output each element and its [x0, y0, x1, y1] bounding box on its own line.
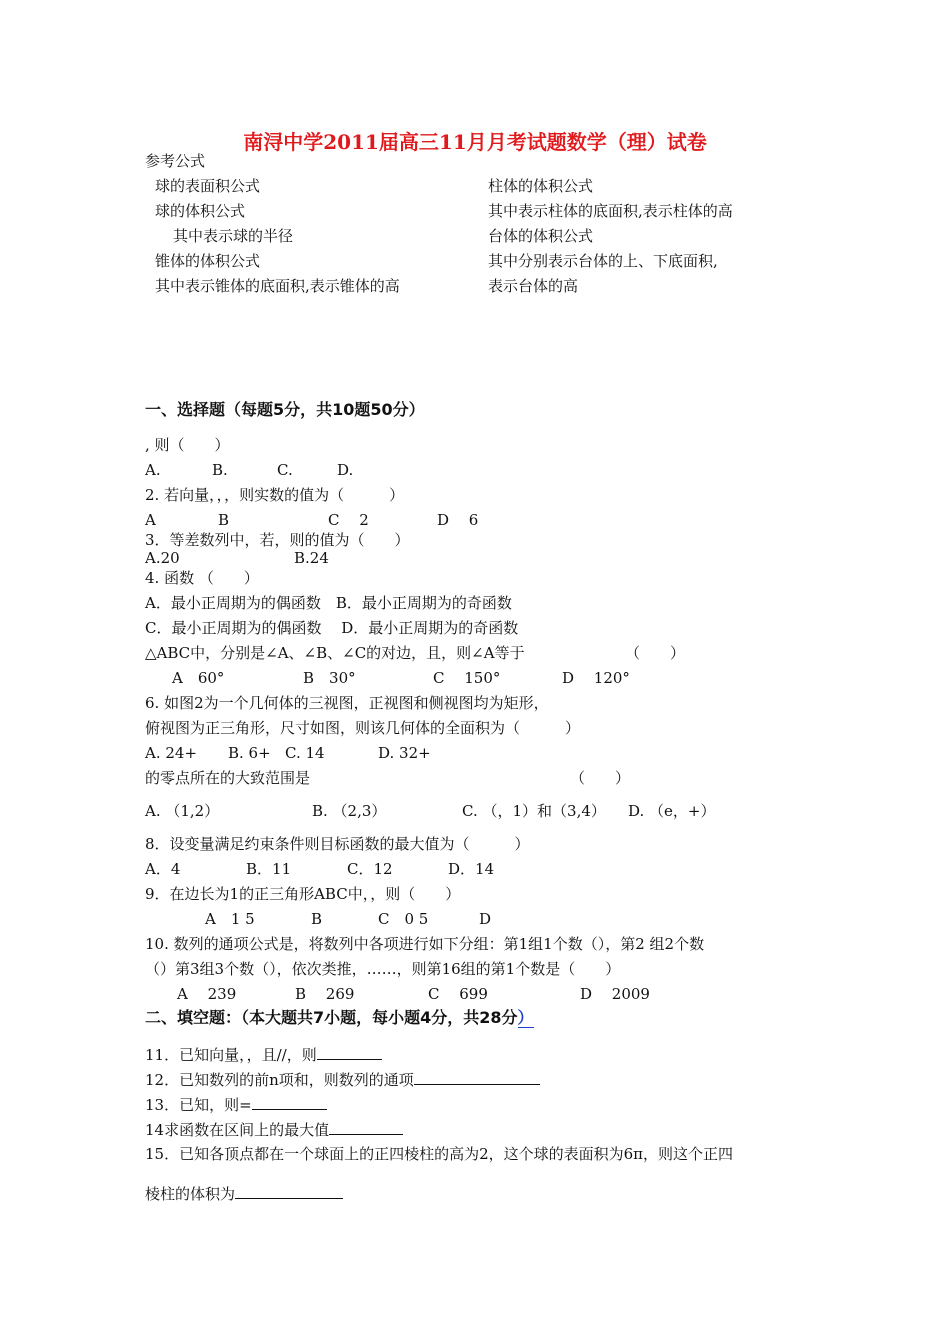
q9-option-a: A 1 5 [205, 910, 255, 928]
q15-line1: 15．已知各顶点都在一个球面上的正四棱柱的高为2，这个球的表面积为6π，则这个正四 [145, 1145, 734, 1163]
q15-label: 棱柱的体积为 [145, 1185, 236, 1203]
formula-left-5: 其中表示锥体的底面积,表示锥体的高 [155, 277, 400, 295]
q9-text: 9．在边长为1的正三角形ABC中，，则（ ） [145, 885, 461, 903]
formula-right-1: 柱体的体积公式 [488, 177, 594, 195]
q12-answer-blank[interactable] [414, 1070, 540, 1085]
q1-option-a: A. [145, 461, 161, 479]
q6-line1: 6. 如图2为一个几何体的三视图，正视图和侧视图均为矩形， [145, 694, 549, 712]
q4-options-ab: A．最小正周期为的偶函数 B．最小正周期为的奇函数 [145, 594, 512, 612]
section2-heading [145, 1009, 534, 1027]
q10-line2: （）第3组3个数（），依次类推，……，则第16组的第1个数是（ ） [145, 960, 621, 978]
q3-option-b: B.24 [294, 549, 329, 567]
q15-answer-blank[interactable] [235, 1184, 343, 1199]
q6-option-a: A. 24+ [145, 744, 198, 762]
q9-option-d: D [479, 910, 492, 928]
q8-option-d: D．14 [448, 860, 495, 878]
q1-text: , 则（ ） [145, 436, 230, 454]
q6-option-b: B. 6+ [228, 744, 271, 762]
q7-option-d: D. （e，+） [628, 802, 716, 820]
q8-option-c: C．12 [347, 860, 393, 878]
q7-option-c: C. （，1）和（3,4） [462, 802, 606, 820]
q4-text: 4. 函数 （ ） [145, 569, 259, 587]
q4-options-cd: C．最小正周期为的偶函数 D．最小正周期为的奇函数 [145, 619, 519, 637]
formula-right-3: 台体的体积公式 [488, 227, 594, 245]
q1-option-c: C. [277, 461, 293, 479]
q5-paren: （ ） [625, 644, 686, 662]
q10-line1: 10. 数列的通项公式是，将数列中各项进行如下分组：第1组1个数（），第2 组2个数 [145, 935, 705, 953]
q10-option-b: B 269 [295, 985, 355, 1003]
q3-option-a: A.20 [145, 549, 180, 567]
q14-text [145, 1120, 403, 1139]
formula-left-4: 锥体的体积公式 [155, 252, 261, 270]
q10-option-a: A 239 [177, 985, 237, 1003]
q7-option-b: B. （2,3） [312, 802, 387, 820]
formula-right-4: 其中分别表示台体的上、下底面积, [488, 252, 718, 270]
formula-left-1: 球的表面积公式 [155, 177, 261, 195]
formula-right-5: 表示台体的高 [488, 277, 579, 295]
q10-option-c: C 699 [428, 985, 488, 1003]
q1-option-d: D. [337, 461, 354, 479]
formula-left-2: 球的体积公式 [155, 202, 246, 220]
q11-text [145, 1045, 382, 1064]
page-title: 南浔中学2011届高三11月月考试题数学（理）试卷 [243, 130, 707, 154]
q7-option-a: A. （1,2） [145, 802, 220, 820]
q7-text: 的零点所在的大致范围是 [145, 769, 311, 787]
q5-option-d: D 120° [562, 669, 630, 687]
q5-option-a: A 60° [172, 669, 225, 687]
q9-option-b: B [311, 910, 323, 928]
q5-text: △ABC中，分别是∠A、∠B、∠C的对边，且，则∠A等于 [145, 644, 525, 662]
section2-heading-text: 二、填空题：（本大题共7小题，每小题4分，共28分 [145, 1008, 518, 1027]
q13-text [145, 1095, 327, 1114]
q8-option-a: A．4 [145, 860, 181, 878]
q5-option-b: B 30° [303, 669, 356, 687]
q1-option-b: B. [212, 461, 228, 479]
q14-label: 14求函数在区间上的最大值 [145, 1121, 330, 1139]
formula-heading: 参考公式 [145, 152, 206, 170]
q2-option-c: C 2 [328, 511, 369, 529]
q12-label: 12．已知数列的前n项和，则数列的通项 [145, 1071, 414, 1089]
q2-option-d: D 6 [437, 511, 479, 529]
q11-label: 11．已知向量，，且//，则 [145, 1046, 317, 1064]
q12-text [145, 1070, 540, 1089]
q3-text: 3．等差数列中，若，则的值为（ ） [145, 531, 410, 549]
formula-right-2: 其中表示柱体的底面积,表示柱体的高 [488, 202, 733, 220]
section1-heading: 一、选择题（每题5分，共10题50分） [145, 400, 425, 419]
q11-answer-blank[interactable] [317, 1045, 382, 1060]
q6-option-d: D. 32+ [378, 744, 431, 762]
q8-option-b: B．11 [246, 860, 292, 878]
q6-option-c: C. 14 [285, 744, 325, 762]
q9-option-c: C 0 5 [378, 910, 429, 928]
q7-paren: （ ） [570, 769, 631, 787]
q10-option-d: D 2009 [580, 985, 650, 1003]
q13-label: 13．已知，则= [145, 1096, 252, 1114]
q14-answer-blank[interactable] [329, 1120, 403, 1135]
q2-text: 2. 若向量，，，则实数的值为（ ） [145, 486, 405, 504]
section2-heading-link[interactable]: ） [517, 1008, 534, 1027]
q15-line2 [145, 1184, 343, 1203]
q8-text: 8．设变量满足约束条件则目标函数的最大值为（ ） [145, 835, 530, 853]
q6-line2: 俯视图为正三角形，尺寸如图，则该几何体的全面积为（ ） [145, 719, 581, 737]
q2-option-b: B [218, 511, 230, 529]
q13-answer-blank[interactable] [252, 1095, 327, 1110]
q2-option-a: A [145, 511, 156, 529]
q5-option-c: C 150° [433, 669, 501, 687]
formula-left-3: 其中表示球的半径 [173, 227, 294, 245]
